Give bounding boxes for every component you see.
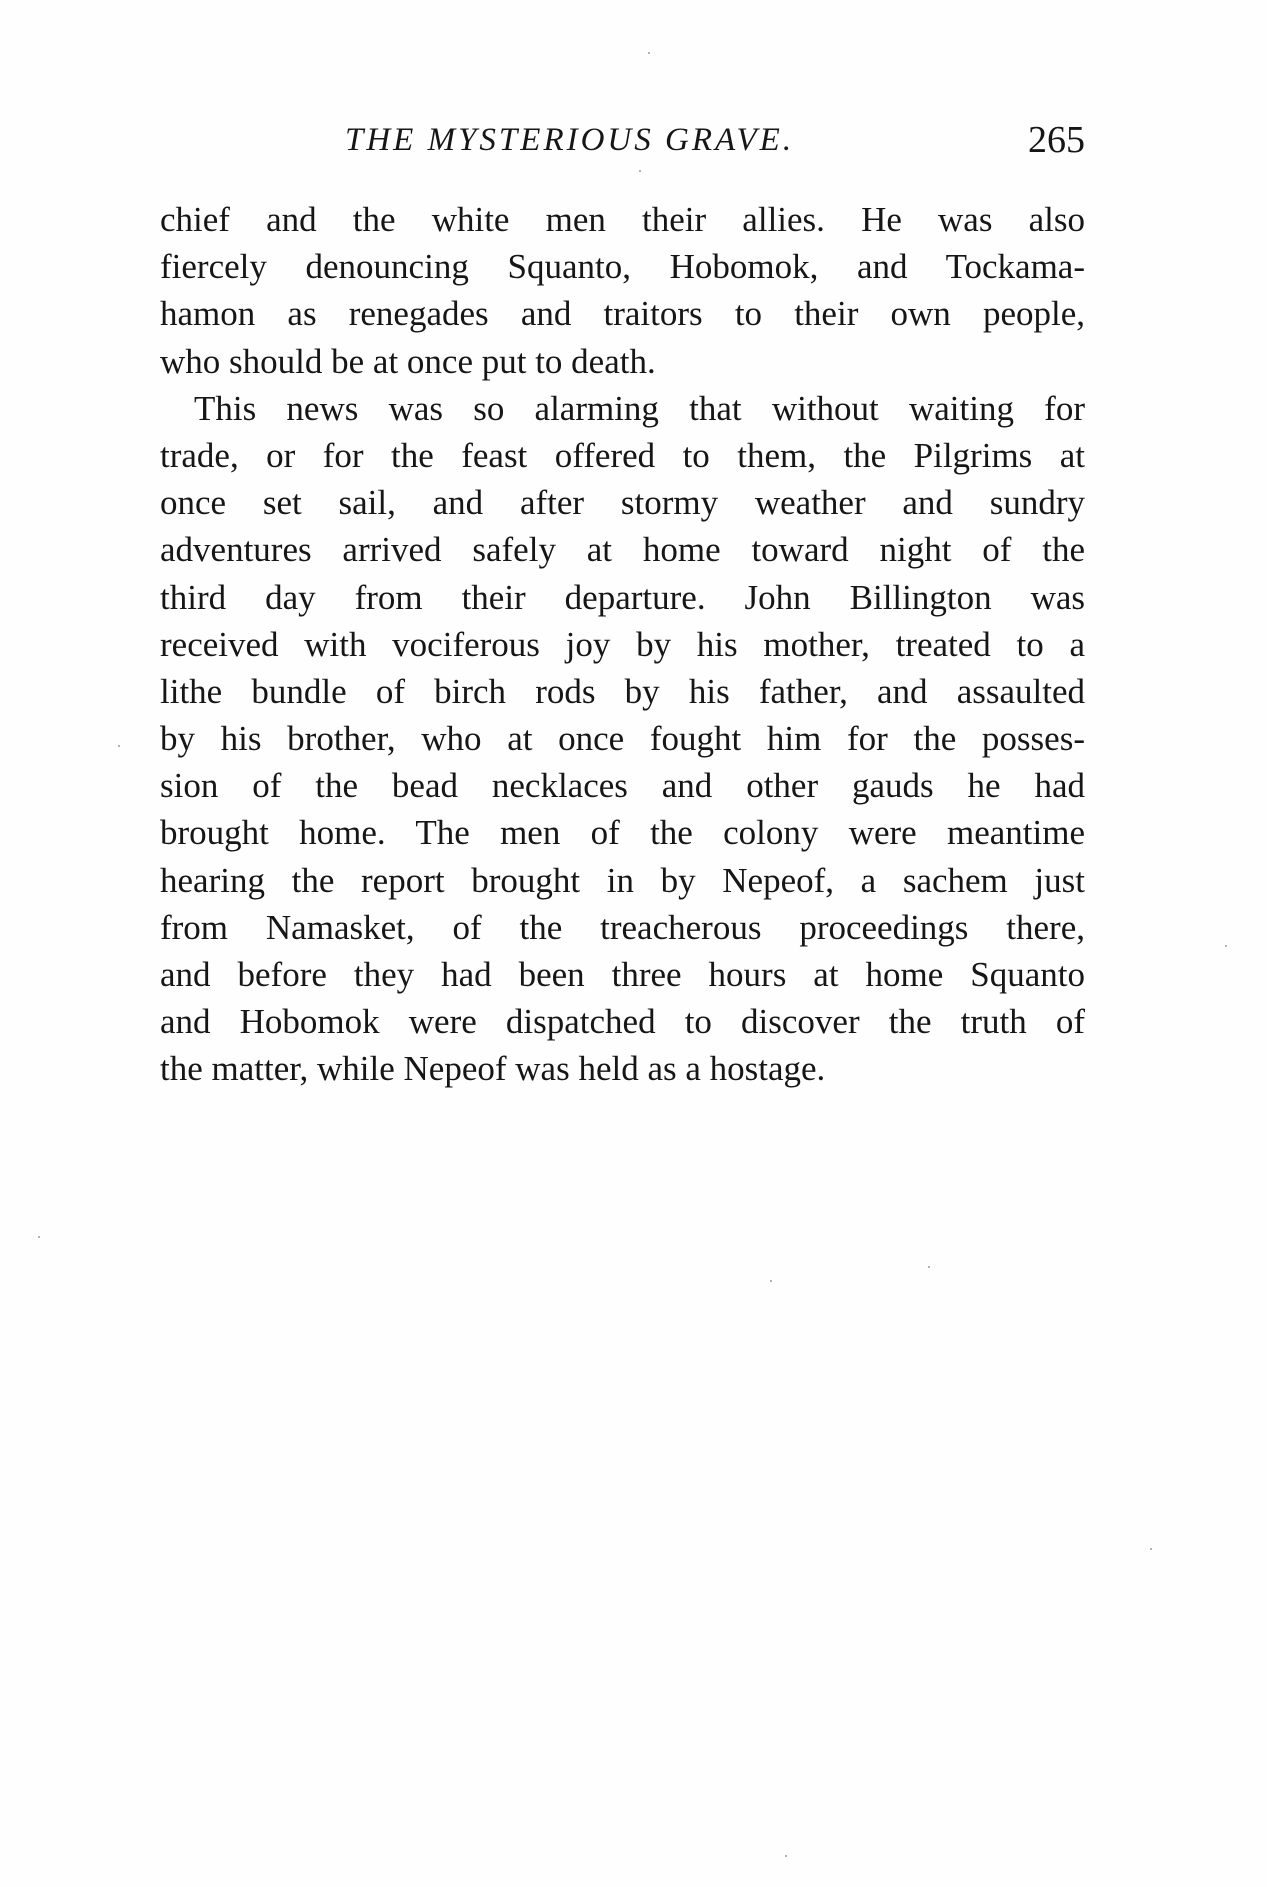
text-line: received with vociferous joy by his mother, treated to a <box>160 624 1085 664</box>
text-line: once set sail, and after stormy weather and sundry <box>160 483 1085 523</box>
scan-speck <box>1225 945 1227 947</box>
running-head <box>160 118 1085 162</box>
scan-speck <box>38 1236 40 1238</box>
text-line: and Hobomok were dispatched to discover the truth of <box>160 1002 1085 1042</box>
text-line: lithe bundle of birch rods by his father, and assaulted <box>160 671 1085 711</box>
text-line: third day from their departure. John Billington was <box>160 577 1085 617</box>
scan-speck <box>928 1266 930 1268</box>
text-line: sion of the bead necklaces and other gauds he had <box>160 766 1085 806</box>
text-line: hamon as renegades and traitors to their own people, <box>160 294 1085 334</box>
text-line: fiercely denouncing Squanto, Hobomok, and Tockama- <box>160 247 1085 287</box>
scan-speck <box>770 1280 772 1282</box>
text-line: by his brother, who at once fought him for the posses- <box>160 719 1085 759</box>
text-line: who should be at once put to death. <box>160 341 656 381</box>
running-title: THE MYSTERIOUS GRAVE. <box>345 122 795 158</box>
text-line: This news was so alarming that without waiting for <box>194 388 1085 428</box>
text-line: chief and the white men their allies. He was also <box>160 200 1085 239</box>
scan-speck <box>648 52 650 54</box>
scan-speck <box>118 745 120 747</box>
scan-speck <box>639 170 641 172</box>
text-line: brought home. The men of the colony were meantime <box>160 813 1085 853</box>
text-line: the matter, while Nepeof was held as a hostage. <box>160 1049 826 1089</box>
page-number: 265 <box>1028 119 1085 161</box>
text-line: from Namasket, of the treacherous proceedings there, <box>160 907 1085 947</box>
text-line: adventures arrived safely at home toward night of the <box>160 530 1085 570</box>
body-text <box>160 196 1085 1093</box>
scan-speck <box>1150 1548 1152 1550</box>
text-line: and before they had been three hours at home Squanto <box>160 955 1085 994</box>
scan-speck <box>785 1855 787 1857</box>
text-line: trade, or for the feast offered to them, the Pilgrims at <box>160 435 1085 475</box>
text-line: hearing the report brought in by Nepeof, a sachem just <box>160 860 1085 900</box>
